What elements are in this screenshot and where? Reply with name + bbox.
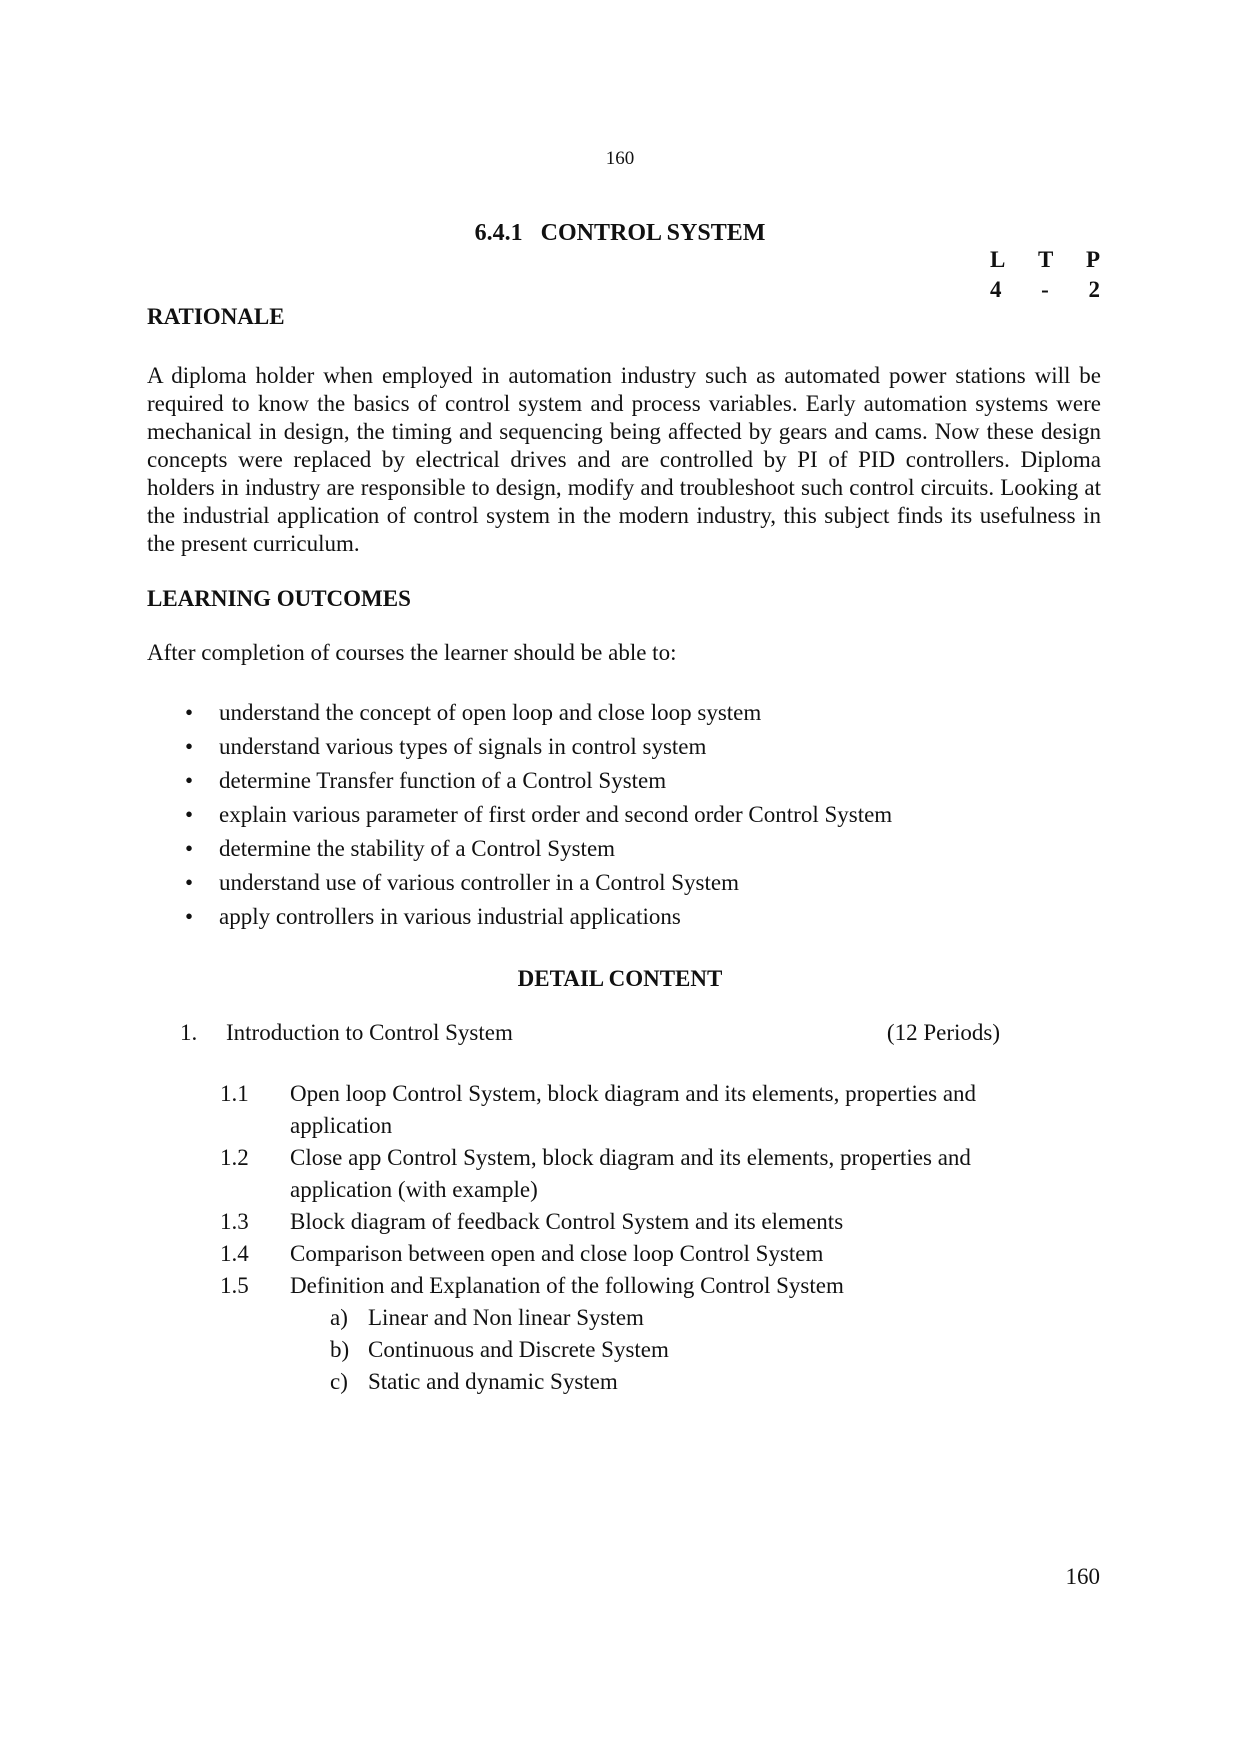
learning-outcomes-list [147,696,1101,934]
unit-periods: (12 Periods) [886,1020,1000,1045]
subtopic-number: 1.2 [220,1145,249,1170]
learning-outcomes-heading: LEARNING OUTCOMES [147,586,411,611]
list-item: • understand use of various controller in a Control System [147,866,1101,900]
bullet-icon: • [185,870,194,895]
rationale-heading: RATIONALE [147,304,285,329]
bullet-icon: • [185,734,194,759]
subtopic-text: Comparison between open and close loop Control System [290,1241,824,1266]
part-item [330,1366,1050,1398]
subtopic-item [220,1206,1050,1238]
rationale-paragraph: A diploma holder when employed in automation industry such as automated power stations will be required to know the basics of control system and process variables. Early automation systems were mechanical in design, the timing and sequencing being affected by gears and cams. Now these design concepts were replaced by electrical drives and are controlled by PI of PID controllers. Diploma holders in industry are responsible to design, modify and troubleshoot such control circuits. Looking at the industrial application of control system in the modern industry, this subject finds its usefulness in the present curriculum. [147,363,1101,556]
part-letter: a) [330,1305,348,1330]
list-item: • understand various types of signals in control system [147,730,1101,764]
ltp-value-t: - [1041,277,1049,302]
subtopic-text: Close app Control System, block diagram and its elements, properties and application (with example) [290,1145,971,1202]
unit-title: Introduction to Control System [226,1020,513,1045]
section-title-text: CONTROL SYSTEM [540,220,766,246]
list-item: • explain various parameter of first order and second order Control System [147,798,1101,832]
subtopic-item [220,1238,1050,1270]
part-letter: b) [330,1337,350,1362]
subtopic-number: 1.1 [220,1081,249,1106]
section-number: 6.4.1 [474,220,523,246]
subtopic-item [220,1142,1050,1206]
bullet-icon: • [185,802,194,827]
subtopic-item [220,1078,1050,1142]
part-item [330,1334,1050,1366]
list-item: • understand the concept of open loop and close loop system [147,696,1101,730]
list-item: • determine Transfer function of a Control System [147,764,1101,798]
ltp-labels-row [990,247,1100,277]
subtopic-text: Block diagram of feedback Control System and its elements [290,1209,844,1234]
subtopic-list [220,1078,1050,1398]
subtopic-number: 1.5 [220,1273,249,1298]
bullet-icon: • [185,700,194,725]
unit-number: 1. [180,1020,198,1045]
subtopic-item [220,1270,1050,1302]
ltp-table [990,247,1100,307]
page-number-top: 160 [605,148,635,169]
subtopic-parts [330,1302,1050,1398]
subtopic-number: 1.4 [220,1241,249,1266]
bullet-icon: • [185,836,194,861]
section-title [0,220,1240,247]
bullet-icon: • [185,768,194,793]
subtopic-text: Open loop Control System, block diagram and its elements, properties and application [290,1081,977,1138]
ltp-label-l: L [990,247,1006,272]
bullet-icon: • [185,904,194,929]
part-text: Linear and Non linear System [368,1305,644,1330]
part-letter: c) [330,1369,348,1394]
part-item [330,1302,1050,1334]
ltp-value-p: 2 [1088,277,1100,302]
list-item: • determine the stability of a Control System [147,832,1101,866]
ltp-label-p: P [1085,247,1100,272]
ltp-value-l: 4 [990,277,1002,302]
ltp-label-t: T [1037,247,1054,272]
subtopic-text: Definition and Explanation of the following Control System [290,1273,844,1298]
learning-outcomes-intro: After completion of courses the learner should be able to: [147,640,677,665]
list-item: • apply controllers in various industrial applications [147,900,1101,934]
unit-row [180,1020,1000,1046]
ltp-values-row [990,277,1100,307]
part-text: Static and dynamic System [368,1369,618,1394]
subtopic-number: 1.3 [220,1209,249,1234]
page-number-bottom: 160 [1065,1564,1100,1589]
part-text: Continuous and Discrete System [368,1337,669,1362]
detail-content-heading: DETAIL CONTENT [517,966,723,991]
